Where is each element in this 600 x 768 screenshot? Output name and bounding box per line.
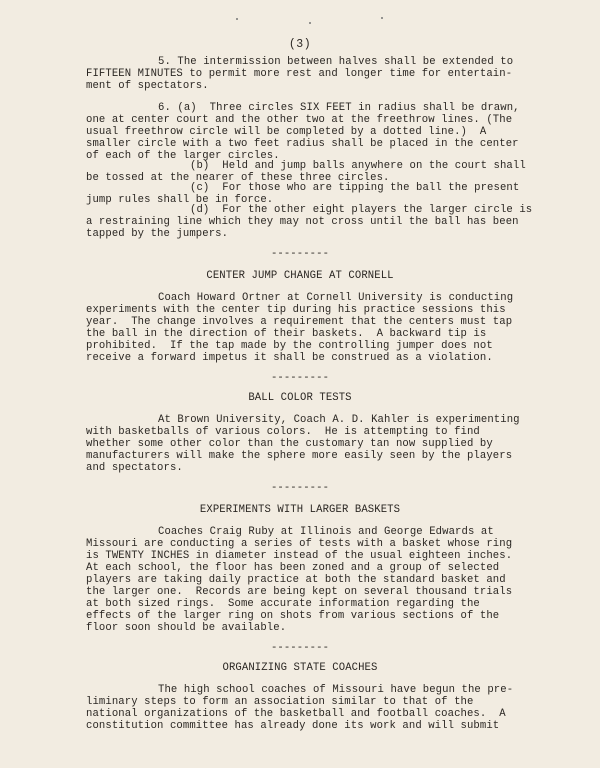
paragraph-line: floor soon should be available.: [86, 622, 287, 634]
item-6-line: one at center court and the other two at the freethrow lines. (The: [86, 114, 513, 126]
paragraph-line: at both sized rings. Some accurate information regarding the: [86, 598, 480, 610]
paragraph-line: The high school coaches of Missouri have begun the pre-: [158, 684, 514, 696]
paragraph-line: is TWENTY INCHES in diameter instead of the usual eighteen inches.: [86, 550, 513, 562]
item-5-line: ment of spectators.: [86, 80, 209, 92]
paragraph-line: year. The change involves a requirement that the centers must tap: [86, 316, 513, 328]
section-divider: ---------: [270, 642, 330, 654]
paragraph-line: manufacturers will make the sphere more easily seen by the players: [86, 450, 513, 462]
paragraph-line: whether some other color than the customary tan now supplied by: [86, 438, 493, 450]
section-heading: ORGANIZING STATE COACHES: [222, 662, 378, 674]
paper-speck: [236, 18, 238, 20]
paragraph-line: Missouri are conducting a series of tests with a basket whose ring: [86, 538, 513, 550]
paragraph-line: the larger one. Records are being kept on several thousand trials: [86, 586, 513, 598]
paragraph-line: Coach Howard Ortner at Cornell University is conducting: [158, 292, 514, 304]
paragraph-line: prohibited. If the tap made by the controlling jumper does not: [86, 340, 493, 352]
section-divider: ---------: [270, 482, 330, 494]
section-heading: EXPERIMENTS WITH LARGER BASKETS: [199, 504, 401, 516]
paragraph-line: and spectators.: [86, 462, 183, 474]
section-heading: BALL COLOR TESTS: [248, 392, 352, 404]
section-divider: ---------: [270, 372, 330, 384]
paragraph-line: effects of the larger ring on shots from various sections of the: [86, 610, 500, 622]
item-6-line: jump rules shall be in force.: [86, 194, 274, 206]
item-5-line: 5. The intermission between halves shall be extended to: [158, 56, 514, 68]
paper-speck: [309, 22, 311, 24]
paragraph-line: national organizations of the basketball and football coaches. A: [86, 708, 506, 720]
paragraph-line: Coaches Craig Ruby at Illinois and George Edwards at: [158, 526, 494, 538]
section-heading: CENTER JUMP CHANGE AT CORNELL: [206, 270, 394, 282]
item-6-line: a restraining line which they may not cross until the ball has been: [86, 216, 519, 228]
item-6-line: smaller circle with a two feet radius shall be placed in the center: [86, 138, 519, 150]
paragraph-line: At Brown University, Coach A. D. Kahler is experimenting: [158, 414, 520, 426]
item-6-line: of each of the larger circles.: [86, 150, 280, 162]
paragraph-line: constitution committee has already done its work and will submit: [86, 720, 500, 732]
item-6-line: (c) For those who are tipping the ball the present: [190, 182, 520, 194]
item-6-line: (b) Held and jump balls anywhere on the court shall: [190, 160, 526, 172]
item-6-line: usual freethrow circle will be completed by a dotted line.) A: [86, 126, 487, 138]
page-number: (3): [288, 38, 312, 51]
paragraph-line: At each school, the floor has been zoned and a group of selected: [86, 562, 500, 574]
paragraph-line: liminary steps to form an association similar to that of the: [86, 696, 474, 708]
section-divider: ---------: [270, 248, 330, 260]
paragraph-line: the ball in the direction of their baskets. A backward tip is: [86, 328, 487, 340]
item-6-line: tapped by the jumpers.: [86, 228, 229, 240]
paragraph-line: with basketballs of various colors. He is attempting to find: [86, 426, 480, 438]
item-6-line: (d) For the other eight players the larger circle is: [190, 204, 533, 216]
paragraph-line: players are taking daily practice at both the standard basket and: [86, 574, 506, 586]
item-6-line: be tossed at the nearer of these three circles.: [86, 172, 390, 184]
item-5-line: FIFTEEN MINUTES to permit more rest and longer time for entertain-: [86, 68, 513, 80]
paragraph-line: receive a forward impetus it shall be construed as a violation.: [86, 352, 493, 364]
paper-speck: [381, 17, 383, 19]
paragraph-line: experiments with the center tip during his practice sessions this: [86, 304, 506, 316]
item-6-line: 6. (a) Three circles SIX FEET in radius shall be drawn,: [158, 102, 520, 114]
